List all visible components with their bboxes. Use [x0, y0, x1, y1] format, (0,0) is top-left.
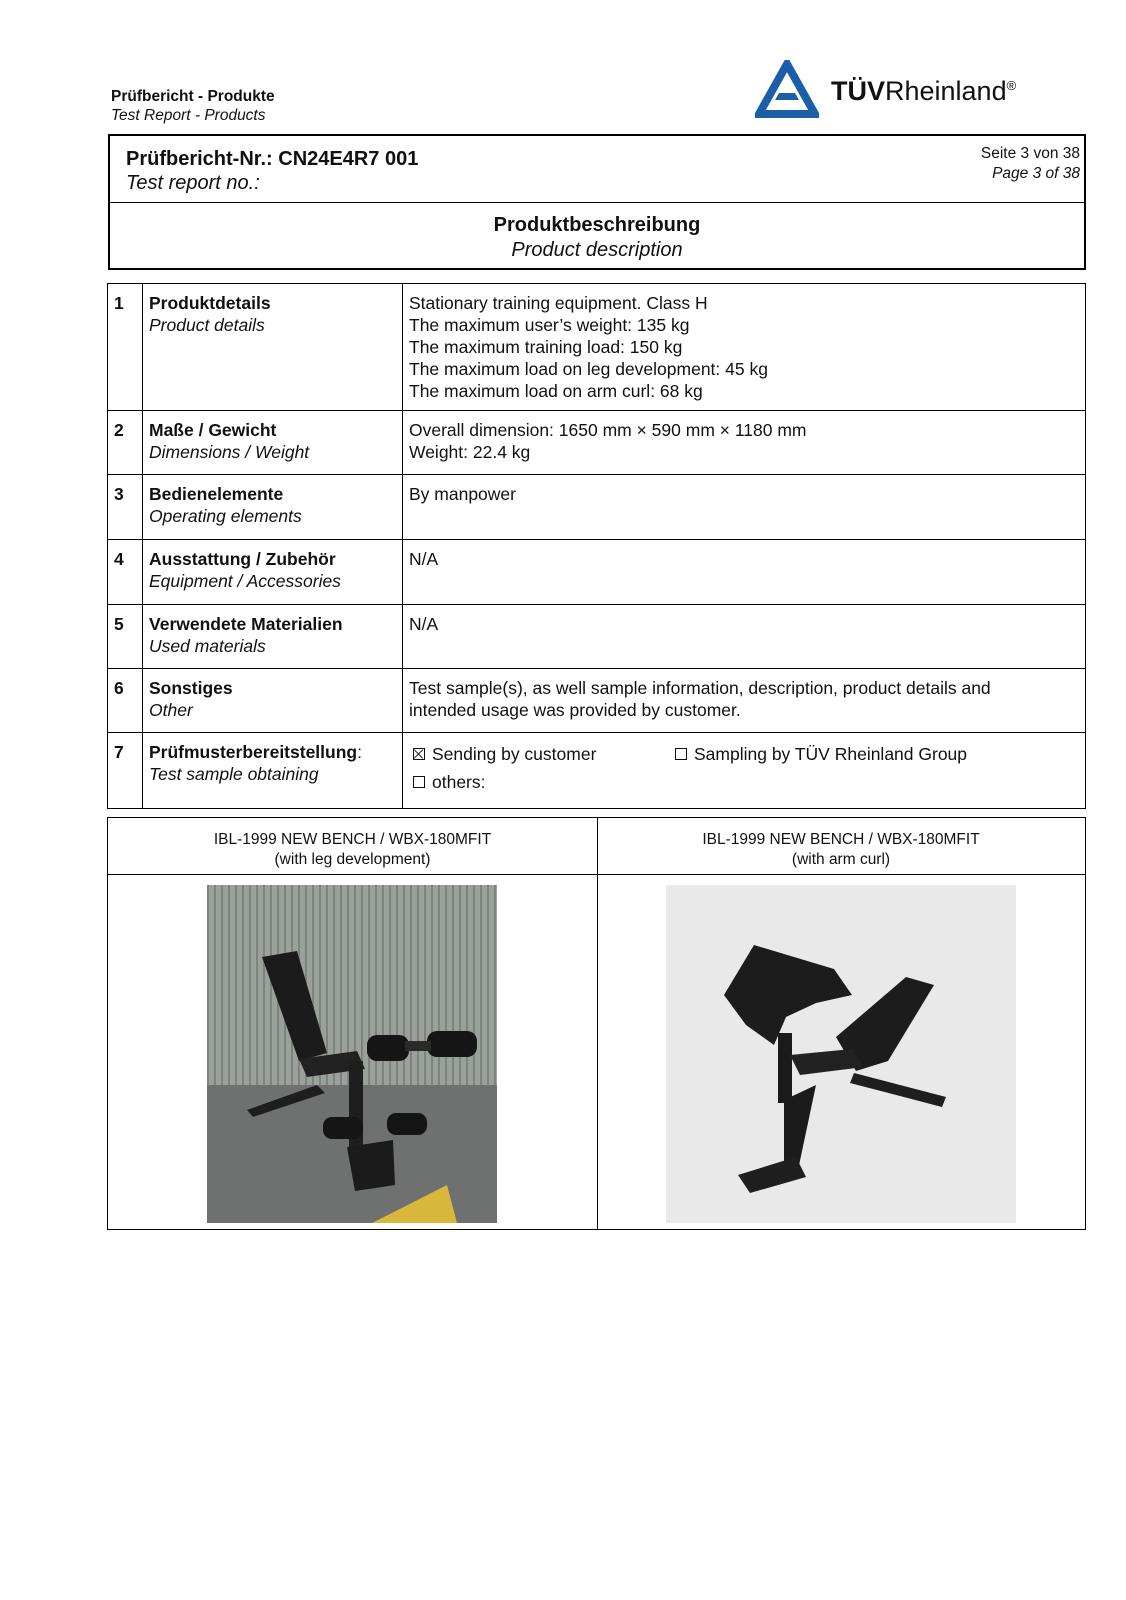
report-number-label-en: Test report no.:	[126, 172, 260, 194]
bench-arm-curl-photo	[666, 885, 1016, 1223]
logo-registered-mark: ®	[1006, 78, 1017, 93]
header-divider	[110, 202, 1084, 203]
empty-box-icon	[675, 748, 687, 760]
table-row	[108, 605, 1086, 669]
photo-column-arm-curl	[597, 818, 1085, 1229]
row-number: 5	[108, 605, 143, 669]
empty-box-icon	[413, 776, 425, 788]
row-value: N/A	[403, 605, 1086, 669]
row-number: 2	[108, 411, 143, 475]
tuv-triangle-icon	[755, 60, 819, 120]
checkbox-sending-by-customer: Sending by customer	[413, 743, 675, 765]
row-number: 3	[108, 475, 143, 540]
checked-box-icon	[413, 748, 425, 760]
row-number: 4	[108, 540, 143, 605]
row-value: Stationary training equipment. Class H The maximum user’s weight: 135 kg The maximum training load: 150 kg The maximum load on leg development: 45 kg The maximum load on arm curl: 68 kg	[403, 284, 1086, 411]
row-value	[403, 733, 1086, 809]
report-number-label-de: Prüfbericht-Nr.:	[126, 148, 273, 170]
checkbox-sampling-by-tuv: Sampling by TÜV Rheinland Group	[675, 743, 967, 765]
row-label: Ausstattung / Zubehör Equipment / Accessories	[143, 540, 403, 605]
logo-text-regular: Rheinland	[885, 76, 1007, 106]
row-label: Maße / Gewicht Dimensions / Weight	[143, 411, 403, 475]
photo-column-leg-development	[108, 818, 598, 1229]
row-value: By manpower	[403, 475, 1086, 540]
page-number-en: Page 3 of 38	[992, 165, 1080, 182]
bench-leg-development-photo	[207, 885, 497, 1223]
document-type-heading	[111, 87, 275, 125]
page-indicator	[981, 144, 1080, 184]
row-number: 1	[108, 284, 143, 411]
page-number-de: Seite 3 von 38	[980, 145, 1080, 162]
tuv-rheinland-logo	[755, 60, 1065, 122]
row-number: 7	[108, 733, 143, 809]
table-row	[108, 733, 1086, 809]
row-label: Sonstiges Other	[143, 669, 403, 733]
report-header-box	[108, 134, 1086, 270]
row-value: Test sample(s), as well sample information, description, product details and intended usage was provided by customer.	[403, 669, 1086, 733]
row-value: Overall dimension: 1650 mm × 590 mm × 1180 mm Weight: 22.4 kg	[403, 411, 1086, 475]
table-row	[108, 540, 1086, 605]
table-row	[108, 475, 1086, 540]
report-number-block	[126, 147, 418, 195]
table-row	[108, 411, 1086, 475]
logo-wordmark	[831, 76, 1016, 107]
photo-caption: IBL-1999 NEW BENCH / WBX-180MFIT (with arm curl)	[597, 818, 1085, 875]
document-type-de: Prüfbericht - Produkte	[111, 88, 275, 105]
table-row	[108, 284, 1086, 411]
row-label: Verwendete Materialien Used materials	[143, 605, 403, 669]
report-number: CN24E4R7 001	[278, 148, 419, 170]
section-title-de: Produktbeschreibung	[493, 214, 701, 236]
logo-text-bold: TÜV	[831, 76, 885, 106]
row-label: Produktdetails Product details	[143, 284, 403, 411]
row-value: N/A	[403, 540, 1086, 605]
product-details-table	[107, 283, 1086, 809]
document-type-en: Test Report - Products	[111, 107, 266, 124]
photo-caption: IBL-1999 NEW BENCH / WBX-180MFIT (with leg development)	[108, 818, 597, 875]
section-title-en: Product description	[511, 239, 683, 261]
table-row	[108, 669, 1086, 733]
section-title	[110, 213, 1084, 263]
checkbox-others: others:	[413, 771, 675, 793]
product-photo-table	[107, 817, 1086, 1230]
row-label: Bedienelemente Operating elements	[143, 475, 403, 540]
row-label: Prüfmusterbereitstellung: Test sample obtaining	[143, 733, 403, 809]
row-number: 6	[108, 669, 143, 733]
